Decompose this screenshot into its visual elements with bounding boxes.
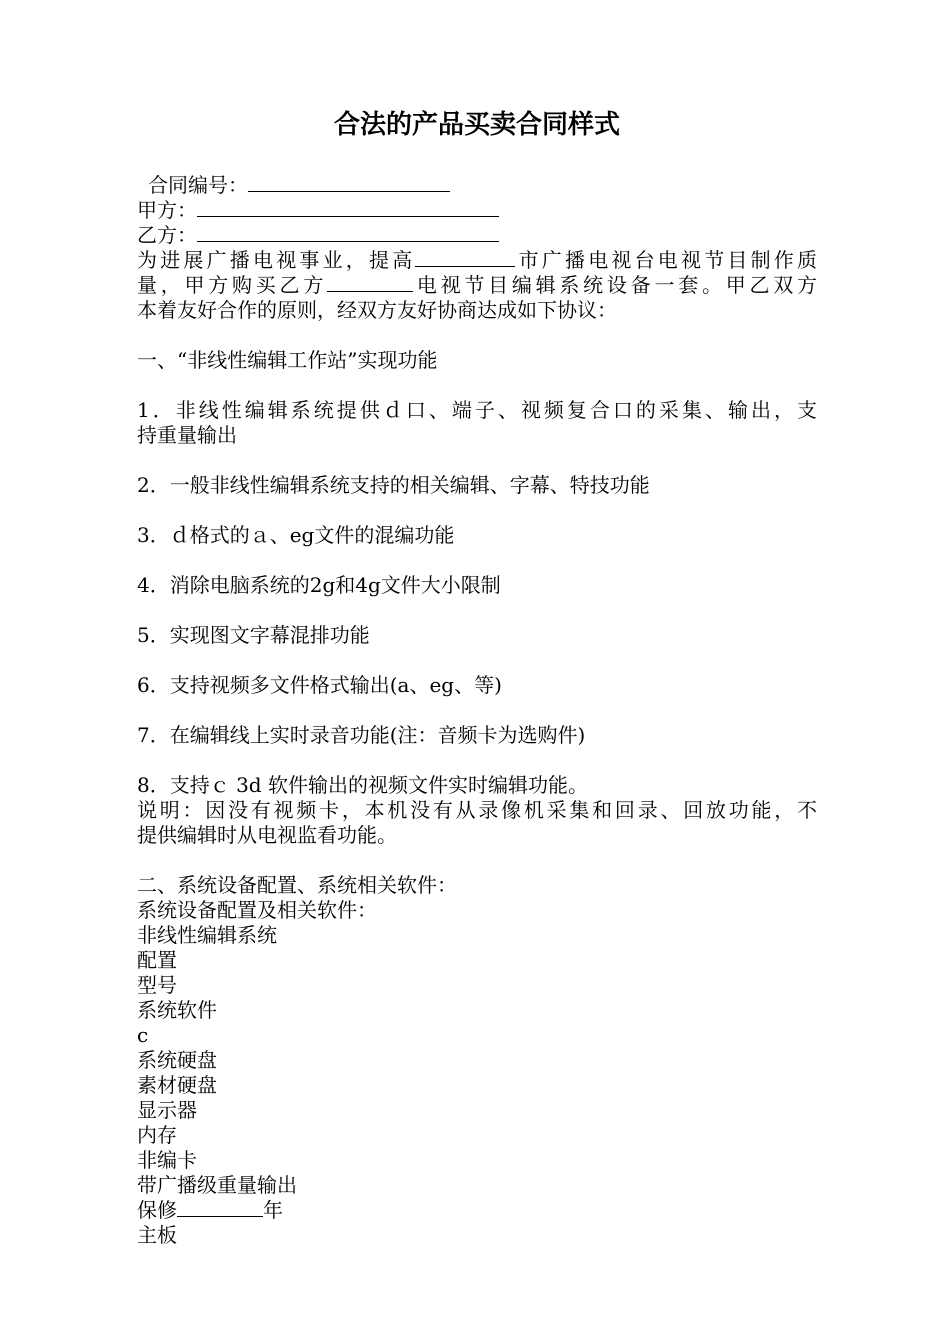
config-list-item: 系统硬盘 <box>137 1048 217 1072</box>
config-list-item: 配置 <box>137 948 177 972</box>
document-body <box>137 173 817 1248</box>
config-list-item: 带广播级重量输出 <box>137 1173 297 1197</box>
config-list-item: 非线性编辑系统 <box>137 923 277 947</box>
config-list-item: 非编卡 <box>137 1148 197 1172</box>
function-item-3: 3．ｄ格式的ａ、eg文件的混编功能 <box>137 523 455 547</box>
party-b-label: 乙方： <box>137 223 197 247</box>
intro-line-2 <box>137 273 817 298</box>
city-blank <box>415 248 515 267</box>
intro-text: 为进展广播电视事业，提高 <box>137 248 416 272</box>
function-item-8: 8．支持ｃ 3d 软件输出的视频文件实时编辑功能。 <box>137 773 588 797</box>
warranty-line <box>137 1198 817 1223</box>
config-list-item: 主板 <box>137 1223 177 1247</box>
section-2-subheading: 系统设备配置及相关软件： <box>137 898 377 922</box>
intro-text: 电视节目编辑系统设备一套。甲乙双方 <box>413 273 817 297</box>
function-item-5: 5．实现图文字幕混排功能 <box>137 623 370 647</box>
function-item-1-cont: 持重量输出 <box>137 423 237 447</box>
config-list-item: 内存 <box>137 1123 177 1147</box>
intro-text: 市广播电视台电视节目制作质 <box>515 248 817 272</box>
party-b-blank <box>197 223 499 242</box>
note-line-2: 提供编辑时从电视监看功能。 <box>137 823 397 847</box>
contract-number-line <box>137 173 817 198</box>
function-item-7: 7．在编辑线上实时录音功能(注：音频卡为选购件) <box>137 723 586 747</box>
contract-number-label: 合同编号： <box>148 173 248 197</box>
function-item-4: 4．消除电脑系统的2g和4g文件大小限制 <box>137 573 501 597</box>
config-list-item: 显示器 <box>137 1098 197 1122</box>
config-list-item: 素材硬盘 <box>137 1073 217 1097</box>
supplier-blank <box>327 273 413 292</box>
function-item-1: 1．非线性编辑系统提供ｄ口、端子、视频复合口的采集、输出，支 <box>137 398 817 422</box>
note-line-1: 说明：因没有视频卡，本机没有从录像机采集和回录、回放功能，不 <box>137 798 817 822</box>
warranty-years-blank <box>177 1198 263 1217</box>
party-a-blank <box>197 198 499 217</box>
intro-line-3: 本着友好合作的原则，经双方友好协商达成如下协议： <box>137 298 617 322</box>
party-a-line <box>137 198 817 223</box>
section-1-heading: 一、“非线性编辑工作站”实现功能 <box>137 348 438 372</box>
function-item-6: 6．支持视频多文件格式输出(a、eg、等) <box>137 673 502 697</box>
warranty-unit: 年 <box>263 1198 283 1222</box>
warranty-label: 保修 <box>137 1198 177 1222</box>
party-b-line <box>137 223 817 248</box>
function-item-2: 2．一般非线性编辑系统支持的相关编辑、字幕、特技功能 <box>137 473 650 497</box>
config-list-item: c <box>137 1023 149 1047</box>
contract-number-blank <box>248 173 450 192</box>
section-2-heading: 二、系统设备配置、系统相关软件： <box>137 873 457 897</box>
intro-text: 量，甲方购买乙方 <box>137 273 328 297</box>
document-title: 合法的产品买卖合同样式 <box>333 110 620 140</box>
party-a-label: 甲方： <box>137 198 197 222</box>
config-list-item: 系统软件 <box>137 998 217 1022</box>
intro-line-1 <box>137 248 817 273</box>
config-list-item: 型号 <box>137 973 177 997</box>
